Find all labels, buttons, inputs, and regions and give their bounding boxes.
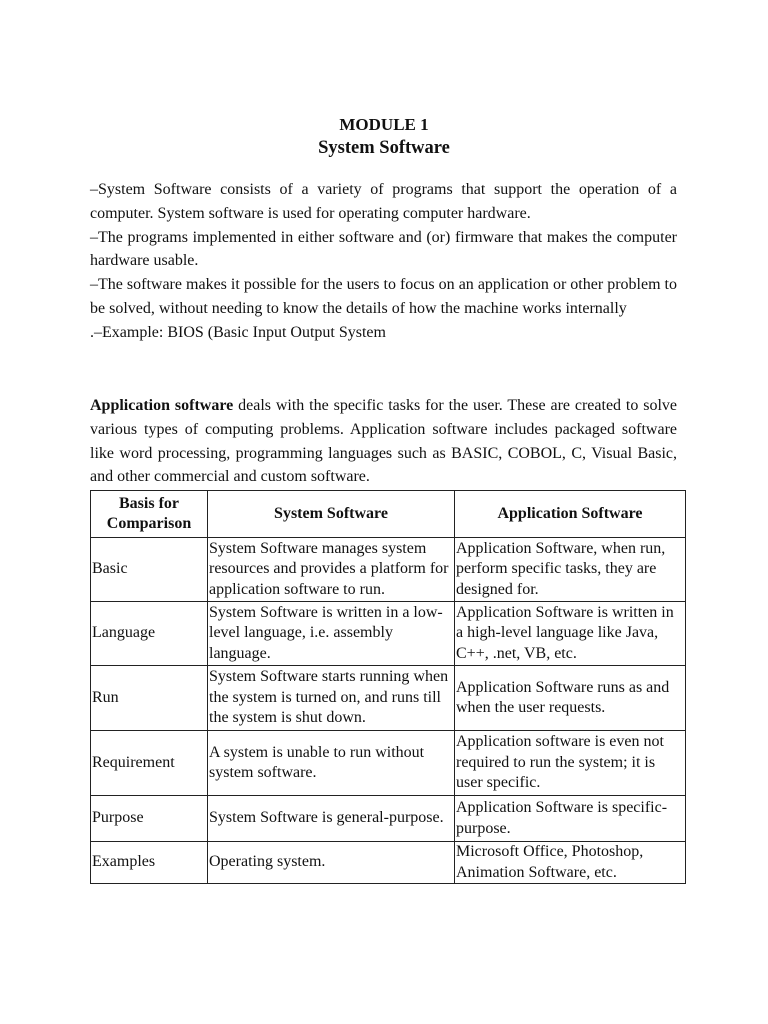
cell-application: Application software is even not required to run the system; it is user specific. <box>455 731 686 796</box>
header-basis: Basis for Comparison <box>91 491 208 538</box>
comparison-table <box>90 490 686 884</box>
table-row <box>91 796 686 842</box>
table-row <box>91 538 686 602</box>
header-application-software: Application Software <box>455 491 686 538</box>
cell-application: Microsoft Office, Photoshop, Animation Software, etc. <box>455 842 686 884</box>
cell-basis: Run <box>91 666 208 731</box>
page-title: System Software <box>318 138 450 158</box>
intro-line: –The programs implemented in either software and (or) firmware that makes the computer hardware usable. <box>90 228 677 270</box>
cell-system: System Software manages system resources and provides a platform for application software to run. <box>208 538 455 602</box>
cell-application: Application Software is specific-purpose. <box>455 796 686 842</box>
cell-system: System Software starts running when the system is turned on, and runs till the system is shut down. <box>208 666 455 731</box>
cell-application: Application Software runs as and when the user requests. <box>455 666 686 731</box>
module-label: MODULE 1 <box>339 115 429 134</box>
table-row <box>91 842 686 884</box>
cell-application: Application Software, when run, perform specific tasks, they are designed for. <box>455 538 686 602</box>
application-software-term: Application software <box>90 397 234 414</box>
table-header-row <box>91 491 686 538</box>
table-row <box>91 731 686 796</box>
intro-line: –System Software consists of a variety of programs that support the operation of a computer. System software is used for operating computer hardware. <box>90 181 677 222</box>
intro-line: –The software makes it possible for the users to focus on an application or other problem to be solved, without needing to know the details of how the machine works internally <box>90 276 677 317</box>
system-software-description <box>90 178 677 345</box>
cell-system: Operating system. <box>208 842 455 884</box>
cell-system: System Software is written in a low-level language, i.e. assembly language. <box>208 602 455 666</box>
cell-system: System Software is general-purpose. <box>208 796 455 842</box>
cell-basis: Language <box>91 602 208 666</box>
cell-basis: Purpose <box>91 796 208 842</box>
cell-basis: Requirement <box>91 731 208 796</box>
table-row <box>91 602 686 666</box>
intro-line: .–Example: BIOS (Basic Input Output System <box>90 323 386 341</box>
cell-basis: Basic <box>91 538 208 602</box>
table-row <box>91 666 686 731</box>
cell-system: A system is unable to run without system software. <box>208 731 455 796</box>
header-system-software: System Software <box>208 491 455 538</box>
cell-application: Application Software is written in a high-level language like Java, C++, .net, VB, etc. <box>455 602 686 666</box>
cell-basis: Examples <box>91 842 208 884</box>
application-software-description <box>90 394 677 489</box>
application-software-text: deals with the specific tasks for the user. These are created to solve various types of computing problems. Application software includes packaged software like word processing, programming languages such as BASIC, COBOL, C, Visual Basic, and other commercial and custom software. <box>90 397 678 486</box>
